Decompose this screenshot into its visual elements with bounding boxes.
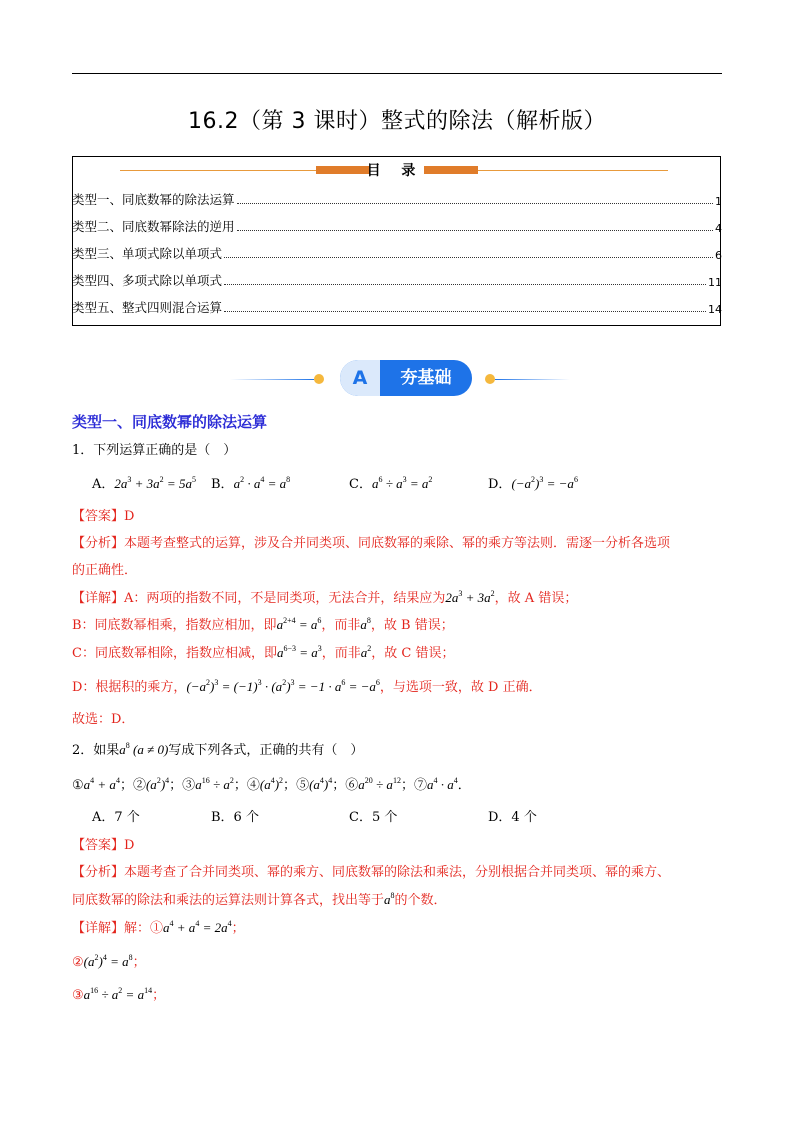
toc-item[interactable]: 类型二、同底数幂除法的逆用 4 xyxy=(72,219,722,235)
q2-expressions: $①a^4 + a^4$；$②(a^2)^4$；$③a^{16} \div a^2$；$④(a^4)^2$；$⑤(a^4)^4$；$⑥a^{20} \div a^{12}$；$⑦a^4 \cdot a^4$． xyxy=(72,776,471,793)
q1-answer: 【答案】D xyxy=(72,509,135,524)
toc-item[interactable]: 类型四、多项式除以单项式 11 xyxy=(72,273,722,289)
q1-detail-c: C：同底数幂相除，指数应相减，即$a^{6-3} = a^3$，而非$a^2$，故 C 错误； xyxy=(72,644,455,661)
q2-detail-3: $③a^{16} \div a^2 = a^{14}$； xyxy=(72,986,166,1003)
level-banner xyxy=(230,358,570,400)
toc-item[interactable]: 类型一、同底数幂的除法运算 1 xyxy=(72,192,722,208)
q1-analysis-cont: 的正确性． xyxy=(72,563,138,578)
q1-option-a[interactable]: A．$2a^3 + 3a^2 = 5a^5$ xyxy=(92,475,196,492)
q2-analysis: 【分析】本题考查了合并同类项、幂的乘方、同底数幂的除法和乘法，分别根据合并同类项、幂的乘方、 xyxy=(72,865,671,880)
section-heading: 类型一、同底数幂的除法运算 xyxy=(72,413,268,431)
level-pill xyxy=(340,360,472,396)
level-text: 夯基础 xyxy=(400,368,452,388)
q2-option-b[interactable]: B．6 个 xyxy=(211,810,259,825)
page-title: 16.2（第 3 课时）整式的除法（解析版） xyxy=(188,109,606,134)
toc-item[interactable]: 类型五、整式四则混合运算 14 xyxy=(72,300,722,316)
q2-answer: 【答案】D xyxy=(72,838,135,853)
q2-analysis-cont: 同底数幂的除法和乘法的运算法则计算各式，找出等于$a^8$的个数． xyxy=(72,891,447,908)
header-rule xyxy=(72,73,722,74)
q1-option-b[interactable]: B．$a^2 \cdot a^4 = a^8$ xyxy=(211,475,291,492)
q1-option-c[interactable]: C．$a^6 \div a^3 = a^2$ xyxy=(349,475,433,492)
q2-detail-2: $②(a^2)^4 = a^8$； xyxy=(72,953,146,970)
q2-option-d[interactable]: D．4 个 xyxy=(488,810,537,825)
q1-detail-b: B：同底数幂相乘，指数应相加，即$a^{2+4} = a^6$，而非$a^8$，故 B 错误； xyxy=(72,616,454,633)
q1-stem: 1．下列运算正确的是（ ） xyxy=(72,443,237,458)
toc-heading-label: 目 录 xyxy=(366,163,424,179)
q2-stem: 2．如果$a^8$ (a ≠ 0)写成下列各式，正确的共有（ ） xyxy=(72,741,364,758)
q2-detail-1: 【详解】解：$①a^4 + a^4 = 2a^4$； xyxy=(72,919,245,936)
q1-detail-a: 【详解】A：两项的指数不同，不是同类项，无法合并，结果应为$2a^3 + 3a^2$，故 A 错误； xyxy=(72,589,578,606)
q1-option-d[interactable]: D．$(-a^2)^3 = -a^6$ xyxy=(488,475,578,492)
level-letter: A xyxy=(340,360,380,396)
q1-conclusion: 故选：D． xyxy=(72,712,135,727)
toc-heading xyxy=(120,160,670,180)
q1-analysis: 【分析】本题考查整式的运算，涉及合并同类项、同底数幂的乘除、幂的乘方等法则．需逐一分析各选项 xyxy=(72,536,671,551)
q2-option-a[interactable]: A．7 个 xyxy=(92,810,140,825)
toc-item[interactable]: 类型三、单项式除以单项式 6 xyxy=(72,246,722,262)
q2-option-c[interactable]: C．5 个 xyxy=(349,810,398,825)
q1-detail-d: D：根据积的乘方，$(-a^2)^3 = (-1)^3 \cdot (a^2)^3 = -1 \cdot a^6 = -a^6$，与选项一致，故 D 正确． xyxy=(72,678,542,695)
